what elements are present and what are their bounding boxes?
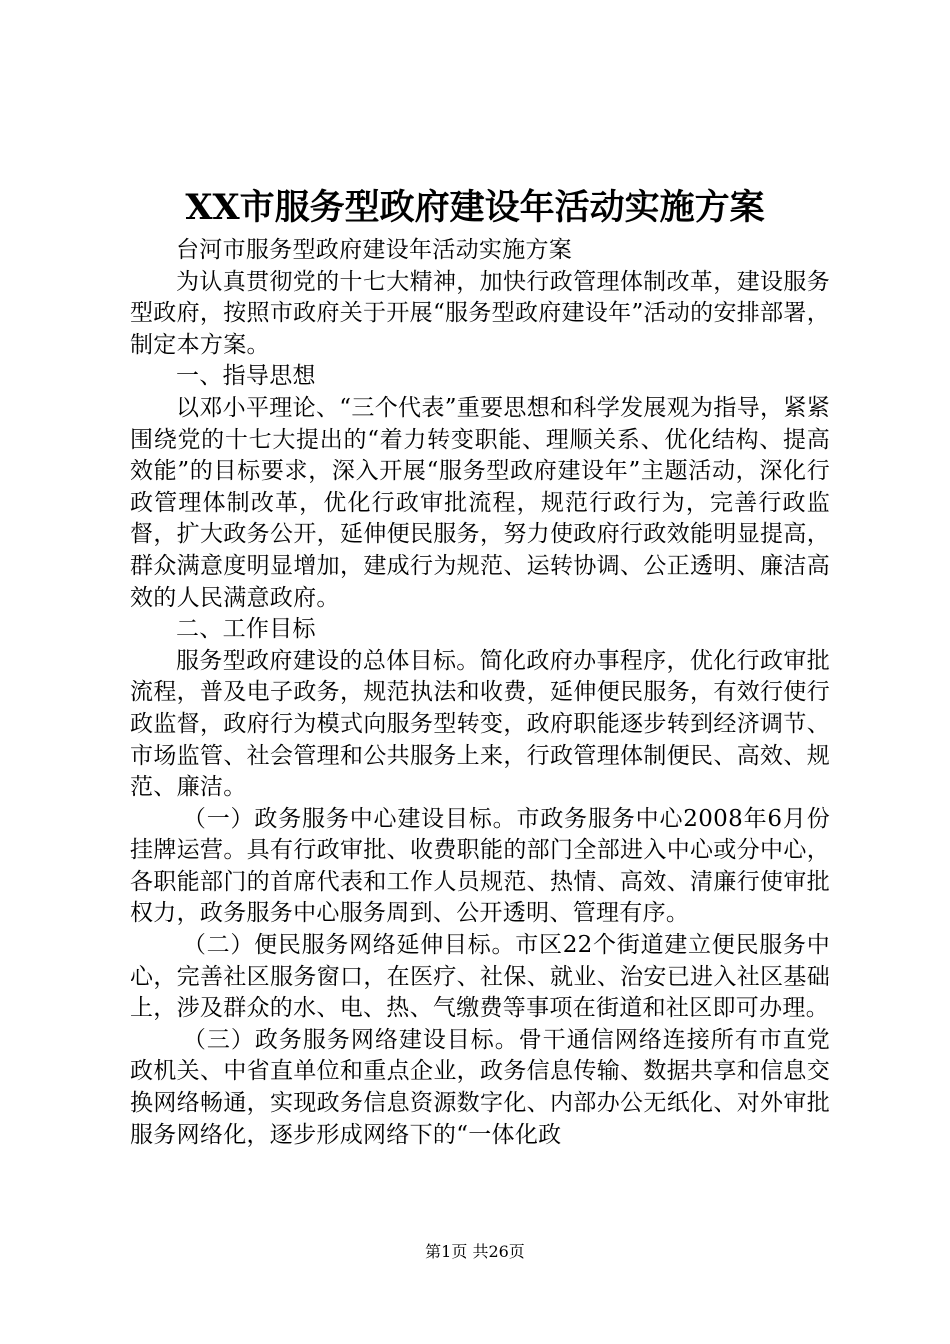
paragraph-goal-2: （二）便民服务网络延伸目标。市区22个街道建立便民服务中心，完善社区服务窗口，在医疗、社保、就业、治安已进入社区基础上，涉及群众的水、电、热、气缴费等事项在街道和社区即可办理。 <box>130 932 830 1022</box>
paragraph-intro: 为认真贯彻党的十七大精神，加快行政管理体制改革，建设服务型政府，按照市政府关于开展“服务型政府建设年”活动的安排部署，制定本方案。 <box>130 268 830 358</box>
paragraph-overall-goal: 服务型政府建设的总体目标。简化政府办事程序，优化行政审批流程，普及电子政务，规范执法和收费，延伸便民服务，有效行使行政监督，政府行为模式向服务型转变，政府职能逐步转到经济调节、市场监管、社会管理和公共服务上来，行政管理体制便民、高效、规范、廉洁。 <box>130 647 830 801</box>
document-title: XX市服务型政府建设年活动实施方案 <box>185 187 765 228</box>
paragraph-goal-1: （一）政务服务中心建设目标。市政务服务中心2008年6月份挂牌运营。具有行政审批、收费职能的部门全部进入中心或分中心，各职能部门的首席代表和工作人员规范、热情、高效、清廉行使审批权力，政务服务中心服务周到、公开透明、管理有序。 <box>130 805 830 927</box>
section-heading-guiding-ideology: 一、指导思想 <box>176 363 316 390</box>
page-footer: 第1页 共26页 <box>425 1242 525 1261</box>
paragraph-guiding-ideology: 以邓小平理论、“三个代表”重要思想和科学发展观为指导，紧紧围绕党的十七大提出的“着力转变职能、理顺关系、优化结构、提高效能”的目标要求，深入开展“服务型政府建设年”主题活动，深化行政管理体制改革，优化行政审批流程，规范行政行为，完善行政监督，扩大政务公开，延伸便民服务，努力使政府行政效能明显提高，群众满意度明显增加，建成行为规范、运转协调、公正透明、廉洁高效的人民满意政府。 <box>130 394 830 611</box>
section-heading-work-goals: 二、工作目标 <box>176 616 316 643</box>
document-body <box>130 235 830 1151</box>
paragraph-goal-3: （三）政务服务网络建设目标。骨干通信网络连接所有市直党政机关、中省直单位和重点企业，政务信息传输、数据共享和信息交换网络畅通，实现政务信息资源数字化、内部办公无纸化、对外审批服务网络化，逐步形成网络下的“一体化政 <box>130 1026 830 1148</box>
paragraph-subtitle: 台河市服务型政府建设年活动实施方案 <box>176 237 573 263</box>
